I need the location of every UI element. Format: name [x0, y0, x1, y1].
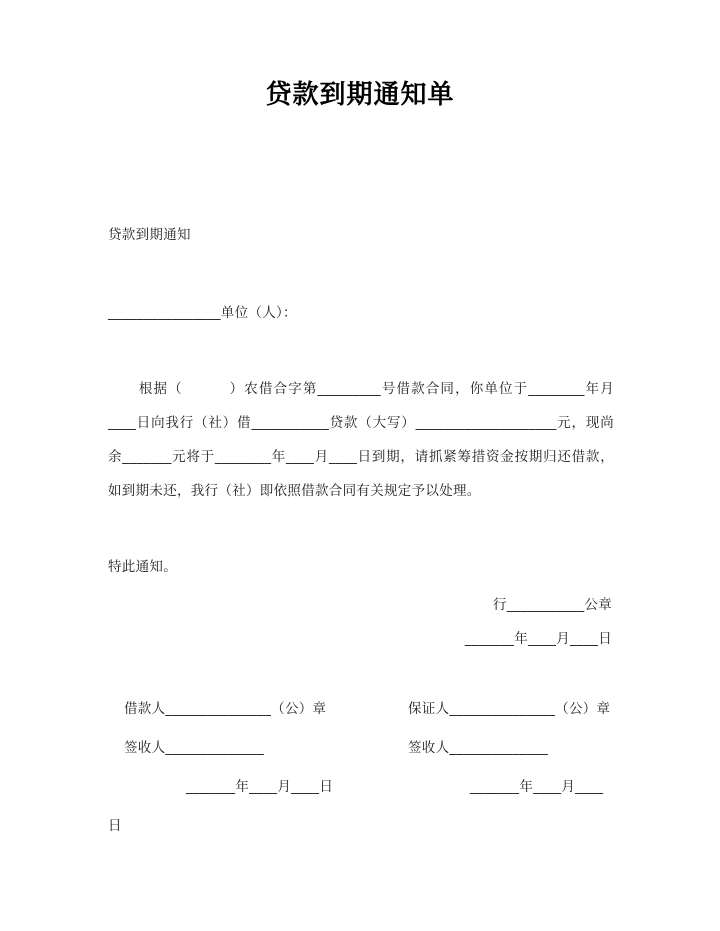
- guarantor-date-overflow-character: 日: [108, 818, 122, 834]
- borrower-date-field[interactable]: _______年____月____日: [186, 779, 334, 795]
- guarantor-signature-field[interactable]: 保证人_______________（公）章: [408, 701, 611, 717]
- signature-area: [108, 697, 614, 834]
- closing-statement: 特此通知。: [108, 559, 177, 575]
- page-title: 贷款到期通知单: [265, 80, 455, 110]
- receiver-signature-field-right[interactable]: 签收人______________: [408, 740, 549, 756]
- paragraph-text-body: ）农借合字第_________号借款合同，你单位于________年月____日向我行（社）借___________贷款（大写）____________________元，现尚余_______元将于________年____月____日到期，请抓紧筹措资金按期归还借款，如到期未还，我行（社）即依照借款合同有关规定予以处理。: [108, 381, 614, 499]
- document-body: [108, 218, 614, 584]
- paragraph-text-prefix: 根据（: [138, 381, 183, 397]
- borrower-signature-field[interactable]: 借款人_______________（公）章: [124, 701, 327, 717]
- signature-row-receivers: [108, 736, 614, 775]
- seal-block: [108, 588, 614, 656]
- issue-date-line[interactable]: _______年____月____日: [464, 631, 612, 647]
- signature-row-dates: [108, 775, 614, 814]
- addressee-field[interactable]: ________________单位（人）：: [108, 305, 297, 321]
- issuing-bank-seal-line[interactable]: 行___________公章: [493, 597, 612, 613]
- signature-row-principals: [108, 697, 614, 736]
- notice-subject: 贷款到期通知: [108, 227, 191, 243]
- notice-paragraph: [108, 372, 614, 508]
- receiver-signature-field-left[interactable]: 签收人______________: [124, 740, 265, 756]
- guarantor-date-field[interactable]: _______年____月____: [470, 779, 604, 795]
